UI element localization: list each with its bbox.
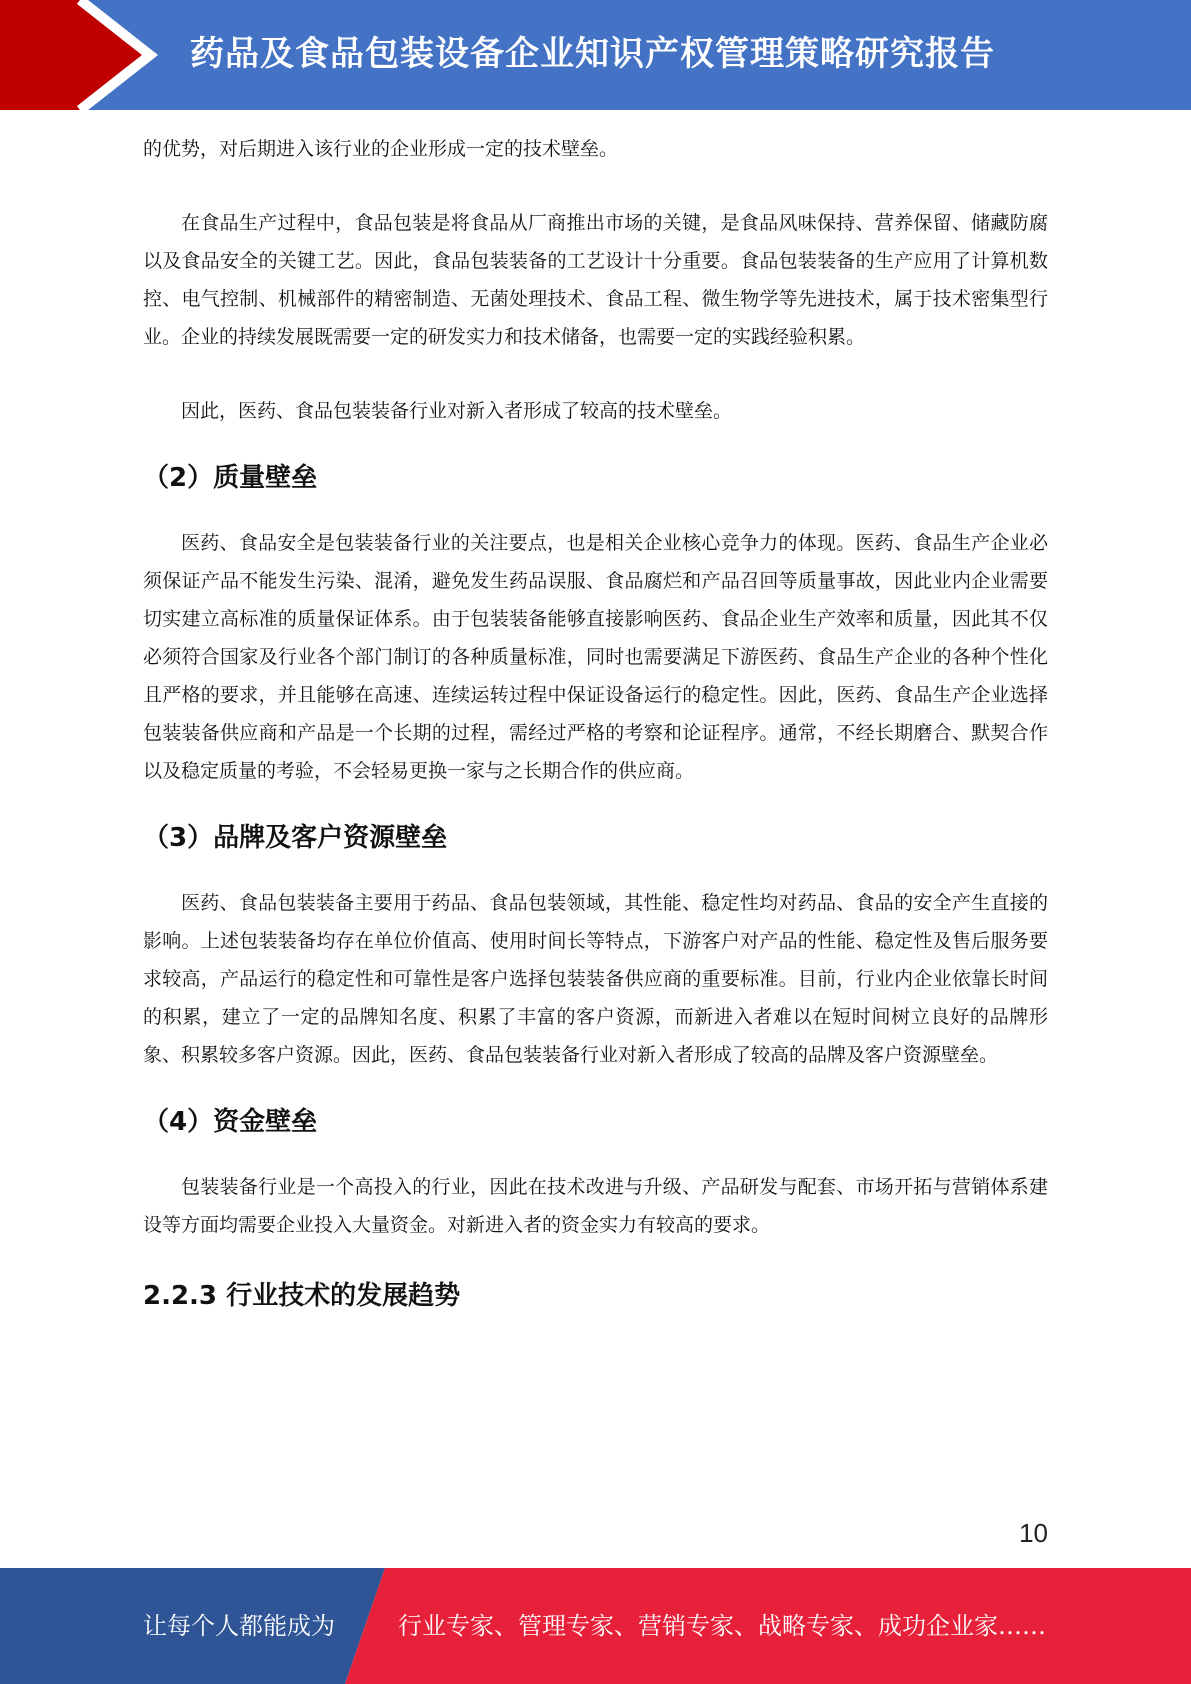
paragraph-continued: 的优势，对后期进入该行业的企业形成一定的技术壁垒。: [143, 138, 619, 160]
footer-slogan-right: 行业专家、管理专家、营销专家、战略专家、成功企业家……: [398, 1612, 1046, 1640]
header-band: [0, 0, 1191, 110]
footer-slogan-left: 让每个人都能成为: [143, 1612, 335, 1640]
footer-band: [0, 1568, 1191, 1684]
heading-capital-barrier: （4）资金壁垒: [143, 1107, 318, 1137]
paragraph-technical-barrier-conclusion: 因此，医药、食品包装装备行业对新入者形成了较高的技术壁垒。: [181, 400, 733, 422]
document-title: 药品及食品包装设备企业知识产权管理策略研究报告: [190, 34, 995, 74]
paragraph-capital-barrier: 包装装备行业是一个高投入的行业，因此在技术改进与升级、产品研发与配套、市场开拓与营销体系建设等方面均需要企业投入大量资金。对新进入者的资金实力有较高的要求。: [143, 1176, 1048, 1236]
heading-brand-customer-barrier: （3）品牌及客户资源壁垒: [143, 823, 448, 853]
header-red-arrow: [0, 0, 150, 110]
heading-section-2-2-3: 2.2.3 行业技术的发展趋势: [143, 1281, 461, 1311]
page-number: 10: [1019, 1518, 1048, 1548]
paragraph-food-packaging: 在食品生产过程中，食品包装是将食品从厂商推出市场的关键，是食品风味保持、营养保留、储藏防腐以及食品安全的关键工艺。因此，食品包装装备的工艺设计十分重要。食品包装装备的生产应用了计算机数控、电气控制、机械部件的精密制造、无菌处理技术、食品工程、微生物学等先进技术，属于技术密集型行业。企业的持续发展既需要一定的研发实力和技术储备，也需要一定的实践经验积累。: [143, 212, 1048, 348]
heading-quality-barrier: （2）质量壁垒: [143, 463, 318, 493]
paragraph-brand-customer-barrier: 医药、食品包装装备主要用于药品、食品包装领域，其性能、稳定性均对药品、食品的安全产生直接的影响。上述包装装备均存在单位价值高、使用时间长等特点，下游客户对产品的性能、稳定性及售后服务要求较高，产品运行的稳定性和可靠性是客户选择包装装备供应商的重要标准。目前，行业内企业依靠长时间的积累，建立了一定的品牌知名度、积累了丰富的客户资源，而新进入者难以在短时间树立良好的品牌形象、积累较多客户资源。因此，医药、食品包装装备行业对新入者形成了较高的品牌及客户资源壁垒。: [143, 892, 1048, 1066]
paragraph-quality-barrier: 医药、食品安全是包装装备行业的关注要点，也是相关企业核心竞争力的体现。医药、食品生产企业必须保证产品不能发生污染、混淆，避免发生药品误服、食品腐烂和产品召回等质量事故，因此业内企业需要切实建立高标准的质量保证体系。由于包装装备能够直接影响医药、食品企业生产效率和质量，因此其不仅必须符合国家及行业各个部门制订的各种质量标准，同时也需要满足下游医药、食品生产企业的各种个性化且严格的要求，并且能够在高速、连续运转过程中保证设备运行的稳定性。因此，医药、食品生产企业选择包装装备供应商和产品是一个长期的过程，需经过严格的考察和论证程序。通常，不经长期磨合、默契合作以及稳定质量的考验，不会轻易更换一家与之长期合作的供应商。: [143, 532, 1048, 782]
page-body: [143, 130, 1048, 1314]
